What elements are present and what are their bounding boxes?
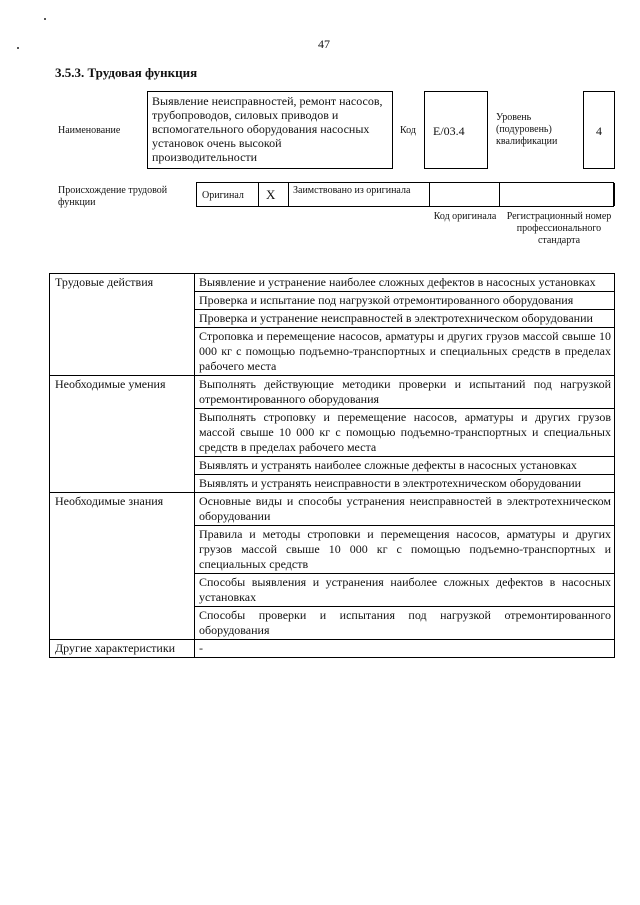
- borrowed-label: Заимствовано из оригинала: [289, 183, 430, 206]
- scan-dot: [17, 47, 19, 49]
- knowledge-item: Способы проверки и испытания под нагрузкой отремонтированного оборудования: [195, 607, 615, 640]
- table-row: [50, 640, 615, 658]
- code-original-cell: [430, 183, 500, 206]
- original-mark: X: [259, 183, 289, 206]
- labor-function-table: [49, 273, 615, 658]
- knowledge-item: Способы выявления и устранения наиболее сложных дефектов в насосных установках: [195, 574, 615, 607]
- table-row: [50, 493, 615, 526]
- other-label: Другие характеристики: [50, 640, 195, 658]
- labor-action-item: Строповка и перемещение насосов, арматуры и других грузов массой свыше 10 000 кг с помощью подъемно-транспортных и специальных средств в пределах рабочего места: [195, 328, 615, 376]
- skill-item: Выявлять и устранять неисправности в электротехническом оборудовании: [195, 475, 615, 493]
- knowledge-label: Необходимые знания: [50, 493, 195, 640]
- labor-action-item: Проверка и испытание под нагрузкой отремонтированного оборудования: [195, 292, 615, 310]
- code-value: E/03.4: [424, 91, 488, 169]
- code-label: Код: [400, 125, 416, 136]
- skill-item: Выявлять и устранять наиболее сложные дефекты в насосных установках: [195, 457, 615, 475]
- level-label: Уровень (подуровень) квалификации: [496, 112, 558, 147]
- other-value: -: [195, 640, 615, 658]
- code-original-label: Код оригинала: [433, 211, 497, 222]
- labor-action-item: Проверка и устранение неисправностей в электротехническом оборудовании: [195, 310, 615, 328]
- section-title: 3.5.3. Трудовая функция: [55, 65, 198, 80]
- table-row: [50, 274, 615, 292]
- reg-number-label: Регистрационный номер профессионального стандарта: [506, 211, 612, 246]
- labor-actions-label: Трудовые действия: [50, 274, 195, 376]
- knowledge-item: Правила и методы строповки и перемещения насосов, арматуры и других грузов массой свыше 10 000 кг с помощью подъемно-транспортных и специальных средств: [195, 526, 615, 574]
- function-name: Выявление неисправностей, ремонт насосов, трубопроводов, силовых приводов и вспомогательного оборудования насосных установок очень высокой производительности: [147, 91, 393, 169]
- skill-item: Выполнять действующие методики проверки и испытаний под нагрузкой отремонтированного оборудования: [195, 376, 615, 409]
- scan-dot: [44, 18, 46, 20]
- skill-item: Выполнять строповку и перемещение насосов, арматуры и других грузов массой свыше 10 000 кг с помощью подъемно-транспортных и специальных средств в пределах рабочего места: [195, 409, 615, 457]
- origin-row: [196, 182, 614, 207]
- level-value: 4: [583, 91, 615, 169]
- skills-label: Необходимые умения: [50, 376, 195, 493]
- name-label: Наименование: [58, 125, 121, 136]
- labor-action-item: Выявление и устранение наиболее сложных дефектов в насосных установках: [195, 274, 615, 292]
- original-label: Оригинал: [197, 183, 259, 206]
- reg-number-cell: [500, 183, 615, 206]
- page-number: 47: [318, 37, 330, 51]
- knowledge-item: Основные виды и способы устранения неисправностей в электротехническом оборудовании: [195, 493, 615, 526]
- table-row: [50, 376, 615, 409]
- origin-label: Происхождение трудовой функции: [58, 185, 168, 208]
